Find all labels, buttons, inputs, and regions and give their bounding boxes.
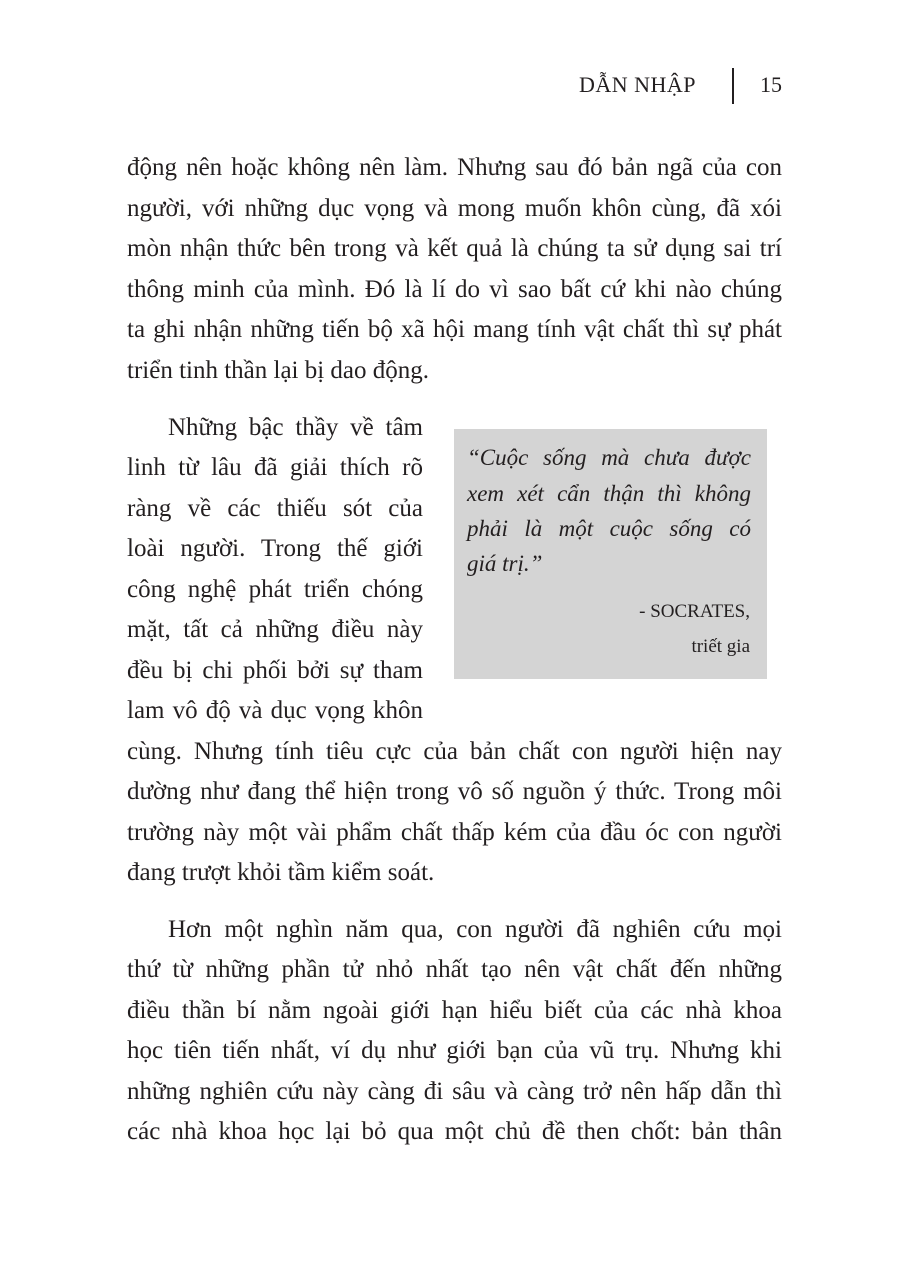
text-line: người, với những dục vọng và mong muốn khôn cùng, đã xói (127, 195, 782, 222)
text-line: ràng về các thiếu sót của (127, 495, 423, 522)
text-line: học tiên tiến nhất, ví dụ như giới bạn của vũ trụ. Nhưng khi (127, 1037, 782, 1064)
quote-line: “Cuộc sống mà chưa được (467, 445, 751, 470)
text-line: trường này một vài phẩm chất thấp kém của đầu óc con người (127, 819, 782, 846)
chapter-title: DẪN NHẬP (578, 72, 696, 97)
running-header (0, 66, 910, 106)
text-line: mòn nhận thức bên trong và kết quả là chúng ta sử dụng sai trí (127, 235, 782, 262)
text-line: động nên hoặc không nên làm. Nhưng sau đó bản ngã của con (127, 154, 782, 181)
page-number: 15 (760, 72, 782, 97)
text-line: thông minh của mình. Đó là lí do vì sao bất cứ khi nào chúng (127, 276, 782, 303)
text-line: mặt, tất cả những điều này (127, 616, 423, 643)
header-divider (732, 68, 734, 104)
quote-line: xem xét cẩn thận thì không (467, 481, 751, 506)
text-line: thứ từ những phần tử nhỏ nhất tạo nên vật chất đến những (127, 956, 782, 983)
pull-quote-box (454, 429, 767, 679)
quote-line: phải là một cuộc sống có (467, 516, 751, 541)
text-line: đang trượt khỏi tầm kiểm soát. (127, 859, 435, 886)
text-line: đều bị chi phối bởi sự tham (127, 657, 423, 684)
text-line: ta ghi nhận những tiến bộ xã hội mang tính vật chất thì sự phát (127, 316, 782, 343)
quote-line: giá trị.” (467, 551, 543, 576)
text-line: triển tinh thần lại bị dao động. (127, 357, 430, 384)
text-line: cùng. Nhưng tính tiêu cực của bản chất con người hiện nay (127, 738, 782, 765)
text-line: lam vô độ và dục vọng khôn (127, 697, 423, 724)
text-line: những nghiên cứu này càng đi sâu và càng trở nên hấp dẫn thì (127, 1078, 782, 1105)
text-line: Những bậc thầy về tâm (168, 414, 423, 441)
text-line: các nhà khoa học lại bỏ qua một chủ đề then chốt: bản thân (127, 1118, 782, 1145)
text-line: linh từ lâu đã giải thích rõ (127, 454, 423, 481)
text-line: công nghệ phát triển chóng (127, 576, 423, 603)
quote-author-role: triết gia (691, 636, 750, 657)
text-line: dường như đang thể hiện trong vô số nguồn ý thức. Trong môi (127, 778, 782, 805)
quote-author: - SOCRATES, (639, 601, 750, 622)
text-line: loài người. Trong thế giới (127, 535, 423, 562)
text-line: điều thần bí nằm ngoài giới hạn hiểu biết của các nhà khoa (127, 997, 782, 1024)
text-line: Hơn một nghìn năm qua, con người đã nghiên cứu mọi (168, 916, 782, 943)
